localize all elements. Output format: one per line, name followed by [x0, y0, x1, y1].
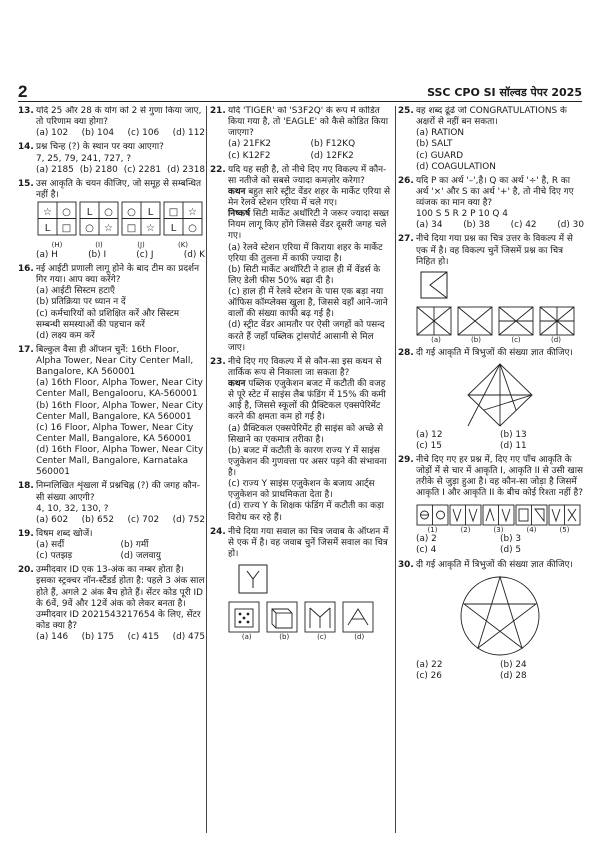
option: (b) F12KQ [310, 139, 356, 150]
option: (a) 21FK2 [228, 139, 272, 150]
option: (c) 16 Floor, Alpha Tower, Near City Center Mall, Bangalore, KA 560001 [36, 422, 194, 444]
options [36, 128, 205, 139]
svg-text:☆: ☆ [188, 207, 197, 218]
question-23 [210, 357, 393, 524]
option: (a) H [36, 249, 58, 260]
question-number: 13. [18, 106, 34, 116]
number-series: 7, 25, 79, 241, 727, ? [36, 153, 132, 164]
question-number: 16. [18, 264, 34, 274]
option: (d) 2318 [167, 164, 205, 175]
option: (d) जलवायु [120, 551, 161, 562]
question-number: 19. [18, 528, 34, 539]
figure-label: (b) [471, 335, 481, 344]
question-number: 23. [210, 356, 226, 367]
statement-text: पब्लिक एजुकेशन बजट में कटौती की वजह से पूरे स्टेट में साइंस लैब फंडिंग में 15% की कमी आई है, जिससे स्कूलों की प्रैक्टिकल एक्सपेरिमेंट करने की क्षमता कम हो गई है। [228, 379, 386, 423]
options [416, 534, 584, 556]
option: (c) 2281 [123, 164, 161, 175]
svg-text:L: L [170, 223, 177, 234]
options [36, 515, 205, 526]
question-number: 18. [18, 481, 34, 492]
question-text: दी गई आकृति में त्रिभुजों की संख्या ज्ञात कीजिए। [416, 559, 573, 570]
option: (d) 16th Floor, Alpha Tower, Near City Center Mall, Bangalore, Karnataka 560001 [36, 445, 204, 478]
options [228, 139, 393, 161]
triangle-count-figure [466, 362, 534, 428]
option: (d) K [183, 249, 205, 260]
options [36, 632, 205, 643]
option: (d) 11 [500, 440, 527, 451]
options [36, 165, 205, 176]
svg-text:□: □ [168, 207, 179, 218]
question-number: 27. [398, 234, 414, 245]
option: (d) 30 [557, 220, 584, 231]
option: (c) 415 [127, 632, 160, 642]
question-26 [398, 176, 584, 232]
option: (b) 2180 [79, 164, 118, 175]
question-text: विषम शब्द खोजें। [36, 528, 93, 539]
figure-label: (a) [431, 335, 441, 344]
question-24 [210, 527, 393, 642]
option: (b) SALT [416, 139, 453, 150]
question-19 [18, 529, 205, 562]
option: (a) 102 [36, 128, 69, 139]
question-number: 17. [18, 344, 34, 355]
question-25 [398, 106, 584, 173]
option: (b) 652 [81, 514, 114, 525]
figure-label: (K) [177, 241, 189, 250]
figure-label: (1) [427, 525, 438, 534]
figure-label: (c) [317, 633, 327, 642]
option: (c) K12F2 [228, 150, 271, 161]
header-rule [18, 101, 582, 102]
svg-text:○: ○ [104, 207, 113, 218]
figure-label: (b) [279, 633, 290, 642]
question-14 [18, 142, 205, 175]
option: (a) प्रैक्टिकल एक्सपेरिमेंट ही साइंस को अच्छे से सिखाने का एकमात्र तरीका है। [228, 423, 384, 445]
question-text: नीचे दिए गए हर प्रश्न में, दिए गए पाँच आकृति के जोड़ों में से चार में आकृति I, आकृति II से उसी खास तरीके से जुड़ा हुआ है। वह कौन-सा जोड़ा है जिसमें आकृति I और आकृति II के बीच कोई रिश्ता नहीं है? [416, 455, 584, 499]
column-1 [18, 106, 205, 837]
svg-text:☆: ☆ [43, 207, 52, 218]
page-header [18, 82, 582, 100]
question-text: यदि 25 और 28 के योग को 2 से गुणा किया जाए, तो परिणाम क्या होगा? [36, 106, 202, 128]
figure-labels [416, 526, 582, 535]
figure-label: (J) [137, 241, 145, 250]
option: (d) स्ट्रीट वेंडर आमतौर पर ऐसी जगहों को पसन्द करते हैं जहाँ पब्लिक ट्रांसपोर्ट आसानी से मिल जाए। [228, 320, 385, 353]
figure-label: (4) [526, 525, 537, 534]
question-number: 26. [398, 175, 414, 186]
option: (b) 175 [81, 632, 114, 642]
option: (c) 4 [416, 545, 437, 556]
options [36, 250, 205, 261]
options [416, 430, 584, 452]
statement-label: कथन [228, 379, 246, 389]
question-15 [18, 179, 205, 261]
question-number: 25. [398, 106, 414, 116]
option: (b) बजट में कटौती के कारण राज्य Y में साइंस एजुकेशन की गुणवत्ता पर असर पड़ने की संभावना है। [228, 445, 387, 478]
question-text: उस आकृति के चयन कीजिए, जो समूह से सम्बन्धित नहीं है। [36, 178, 202, 200]
conclusion [228, 209, 393, 242]
svg-text:☆: ☆ [104, 223, 113, 234]
figure-label: (H) [51, 241, 63, 250]
option: (c) राज्य Y साइंस एजुकेशन के बजाय आर्ट्स एजुकेशन को प्राथमिकता देता है। [228, 479, 375, 501]
option: (b) 24 [500, 659, 527, 670]
question-number: 30. [398, 559, 414, 570]
figure-label: (2) [460, 525, 471, 534]
column-divider [206, 106, 207, 833]
question-number: 14. [18, 142, 34, 153]
options [416, 660, 584, 682]
expression: 100 S 5 R 2 P 10 Q 4 [416, 209, 508, 220]
svg-text:○: ○ [62, 207, 71, 218]
option: (c) हाल ही में रेलवे स्टेशन के पास एक बड़ा नया ऑफिस कॉम्प्लेक्स खुला है, जिससे वहाँ आने-जाने वालों की संख्या काफी बढ़ गई है। [228, 287, 388, 320]
star-in-circle-figure [458, 574, 542, 658]
option: (c) 15 [416, 440, 442, 451]
figure-label: (d) [551, 335, 561, 344]
conclusion-label: निष्कर्ष [228, 209, 251, 220]
svg-text:□: □ [61, 223, 72, 234]
page-number: 2 [18, 82, 28, 101]
option: (a) सर्दी [36, 540, 65, 550]
option: (c) 702 [127, 514, 160, 525]
option: (a) 146 [36, 632, 69, 642]
option: (b) 38 [463, 220, 490, 231]
question-number: 15. [18, 178, 34, 189]
option: (b) 13 [500, 429, 527, 440]
question-text: यदि 'TIGER' को 'S3F2Q' के रूप में कोडित किया गया है, तो 'EAGLE' को कैसे कोडित किया जाएगा? [228, 106, 389, 139]
column-divider [395, 106, 396, 833]
conclusion-text: सिटी मार्केट अथॉरिटी ने जरूर ज्यादा सख्त नियम लागू किए होंगे जिससे वेंडर दूसरी जगह चले गए। [228, 209, 389, 242]
svg-text:L: L [86, 207, 93, 218]
question-number: 28. [398, 347, 414, 358]
figure-labels [228, 633, 378, 642]
question-number: 20. [18, 565, 34, 576]
option: (d) COAGULATION [416, 161, 496, 172]
svg-text:☆: ☆ [146, 223, 155, 234]
option: (b) 3 [500, 534, 522, 545]
option: (b) गर्मी [120, 540, 149, 550]
options [36, 540, 205, 562]
statement-label: कथन [228, 186, 246, 197]
option: (d) 752 [172, 514, 205, 525]
figure-label: (d) [354, 633, 365, 642]
option: (a) 12 [416, 429, 443, 440]
question-figure [420, 271, 448, 299]
figure-label: (I) [95, 241, 103, 250]
question-22 [210, 165, 393, 354]
options [416, 220, 584, 231]
question-27 [398, 234, 584, 344]
number-series: 4, 10, 32, 130, ? [36, 503, 109, 514]
svg-text:○: ○ [188, 223, 197, 234]
question-16 [18, 264, 205, 342]
option: (c) 26 [416, 670, 442, 681]
option: (b) 16th Floor, Alpha Tower, Near City Center Mall, Bangalore, KA 560001 [36, 400, 204, 422]
option: (a) RATION [416, 128, 465, 139]
option: (a) 22 [416, 659, 443, 670]
option: (b) सिटी मार्केट अथॉरिटी ने हाल ही में वेंडर्स के लिए डेली फीस 50% बढ़ा दी है। [228, 264, 381, 286]
figure-pairs [416, 504, 582, 526]
symbol-boxes-figure [36, 201, 204, 237]
option: (d) लक्ष्य कम करें [36, 330, 95, 341]
question-number: 29. [398, 455, 414, 465]
question-20 [18, 565, 205, 643]
option: (c) GUARD [416, 150, 464, 161]
question-text: प्रश्न चिन्ह (?) के स्थान पर क्या आएगा? [36, 142, 164, 153]
column-2 [210, 106, 393, 837]
option: (d) 475 [172, 632, 205, 642]
question-29 [398, 455, 584, 557]
option: (a) रेलवे स्टेशन एरिया में किराया शहर के मार्केट एरिया की तुलना में काफी ज्यादा है। [228, 242, 383, 264]
option: (a) 2185 [36, 164, 74, 175]
question-21 [210, 106, 393, 162]
question-30 [398, 560, 584, 682]
option: (c) J [136, 249, 154, 260]
answer-figures [416, 306, 576, 336]
question-18 [18, 481, 205, 526]
running-title: SSC CPO SI सॉल्वड पेपर 2025 [427, 86, 582, 99]
question-text: नीचे दिए गए विकल्प में से कौन-सा इस कथन से तार्किक रूप से निकाला जा सकता है? [228, 356, 382, 378]
question-17 [18, 345, 205, 479]
question-13 [18, 106, 205, 139]
option: (a) आईटी सिस्टम हटाएँ [36, 286, 115, 297]
question-number: 24. [210, 526, 226, 537]
option: (c) 42 [510, 220, 537, 231]
question-text: नई आईटी प्रणाली लागू होने के बाद टीम का प्रदर्शन गिर गया। आप क्या करेंगे? [36, 264, 200, 286]
svg-text:L: L [147, 207, 154, 218]
question-text: वह शब्द ढूंढें जो CONGRATULATIONS के अक्षरों से नहीं बन सकता। [416, 106, 567, 128]
option: (b) प्रतिक्रिया पर ध्यान न दें [36, 297, 126, 308]
statement [228, 187, 393, 209]
answer-figures [228, 601, 378, 633]
column-3 [398, 106, 584, 837]
question-text: नीचे दिया गया सवाल का चित्र जवाब के ऑप्शन में से एक में है। वह जवाब चुनें जिसमें सवाल का चित्र हो। [228, 526, 389, 559]
question-figure [238, 564, 268, 594]
figure-label: (a) [241, 633, 252, 642]
statement [228, 379, 393, 424]
statement-text: बहुत सारे स्ट्रीट वेंडर शहर के मार्केट एरिया से मेन रेलवे स्टेशन एरिया में चले गए। [228, 186, 390, 208]
question-text: निम्नलिखित शृंखला में प्रश्नचिह्न (?) की जगह कौन-सी संख्या आएगी? [36, 481, 200, 503]
option: (d) राज्य Y के शिक्षक फंडिंग में कटौती का कड़ा विरोध कर रहे हैं। [228, 501, 384, 523]
figure-label: (3) [493, 525, 504, 534]
svg-text:□: □ [126, 223, 137, 234]
question-text: नीचे दिया गया प्रश्न का चित्र उत्तर के विकल्प में से एक में है। वह विकल्प चुनें जिसमें प्रश्न का चित्र निहित हो। [416, 234, 573, 267]
figure-label: (c) [511, 335, 521, 344]
figure-labels [416, 336, 576, 345]
question-text: यदि यह सही है, तो नीचे दिए गए विकल्प में कौन-सा नतीजे को सबसे ज्यादा कमज़ोर करेगा? [228, 164, 387, 186]
option: (d) 5 [500, 545, 522, 556]
option: (b) I [88, 249, 107, 260]
option: (a) 16th Floor, Alpha Tower, Near City Center Mall, Bengalooru, KA-560001 [36, 378, 203, 400]
svg-text:L: L [44, 223, 51, 234]
option: (c) कर्मचारियों को प्रशिक्षित करें और सिस्टम सम्बन्धी समस्याओं की पहचान करें [36, 308, 180, 330]
figure-labels [36, 241, 204, 250]
option: (b) 104 [81, 128, 114, 139]
svg-text:○: ○ [85, 223, 94, 234]
question-text: बिल्कुल वैसा ही ऑप्शन चुनें: 16th Floor, Alpha Tower, Near City Center Mall, Bangalore, KA 560001 [36, 344, 194, 378]
question-number: 22. [210, 164, 226, 175]
option: (a) 2 [416, 534, 437, 545]
question-number: 21. [210, 106, 226, 116]
svg-text:○: ○ [127, 207, 136, 218]
option: (d) 12FK2 [310, 150, 354, 161]
option: (a) 602 [36, 514, 69, 525]
option: (a) 34 [416, 220, 443, 231]
figure-label: (5) [559, 525, 570, 534]
option: (d) 112 [172, 128, 205, 139]
question-text: दी गई आकृति में त्रिभुजों की संख्या ज्ञात कीजिए। [416, 347, 573, 358]
option: (c) 106 [127, 128, 160, 139]
option: (d) 28 [500, 670, 527, 681]
question-text: उम्मीदवार ID एक 13-अंक का नम्बर होता है। इसका स्ट्रक्चर नॉन-स्टैंडर्ड होता है: पहले 3 अंक साल होते हैं, अगले 2 अंक बैच होते हैं। सेंटर कोड पूरी ID के 6वें, 9वें और 12वें अंक को लेकर बनता है। उम्मीदवार ID 2021543217654 के लिए, सेंटर कोड क्या है? [36, 565, 205, 631]
question-text: यदि P का अर्थ '–',है। Q का अर्थ '÷' है, R का अर्थ '×' और S का अर्थ '+' है, तो नीचे दिए गए व्यंजक का मान क्या है? [416, 175, 574, 208]
question-28 [398, 348, 584, 452]
option: (c) पतझड़ [36, 551, 73, 562]
